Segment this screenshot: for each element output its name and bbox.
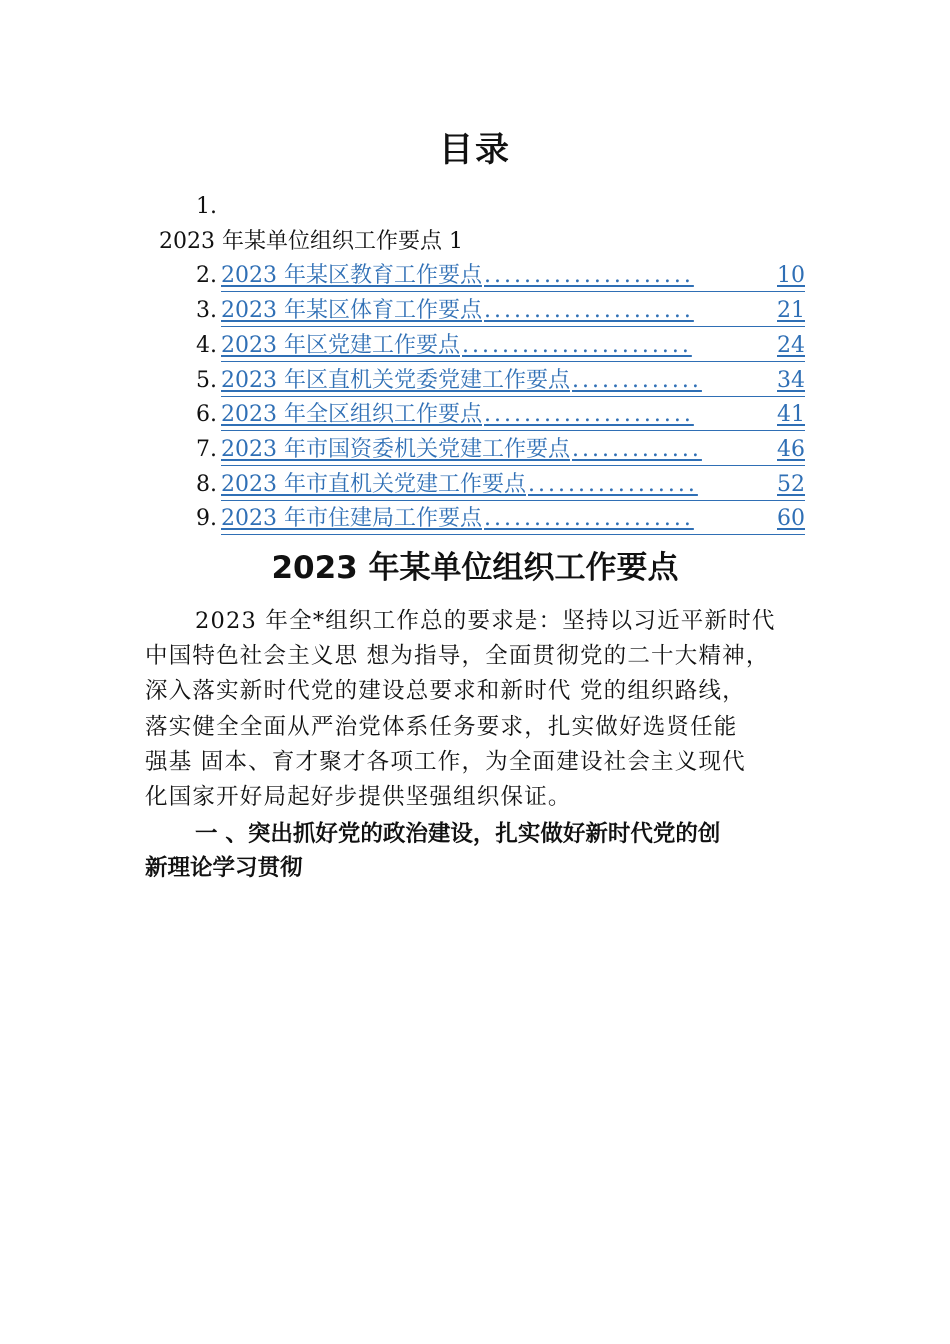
toc-item-number: 8. [196, 472, 217, 497]
heading-line: 一 、突出抓好党的政治建设，扎实做好新时代党的创 [195, 821, 721, 847]
toc-link-text: 2023 年某区教育工作要点 [221, 263, 482, 288]
toc-link-district-organs[interactable] [221, 366, 805, 397]
paragraph-line: 落实健全全面从严治党体系任务要求，扎实做好选贤任能 [145, 713, 738, 740]
paragraph-line: 深入落实新时代党的建设总要求和新时代 党的组织路线， [145, 678, 746, 705]
toc-leader-dots: ..................... [483, 298, 694, 323]
toc-page-number: 34 [777, 368, 805, 393]
intro-paragraph [145, 604, 809, 815]
heading-line: 新理论学习贯彻 [145, 855, 303, 881]
toc-leader-dots: ..................... [483, 506, 694, 531]
toc-item-number: 7. [196, 437, 217, 462]
paragraph-line: 强基 固本、育才聚才各项工作，为全面建设社会主义现代 [145, 748, 746, 775]
toc-link-organization[interactable] [221, 400, 805, 431]
toc-leader-dots: ............. [571, 368, 702, 393]
toc-leader-dots: ....................... [461, 333, 692, 358]
toc-page-number: 41 [777, 402, 805, 427]
toc-link-text: 2023 年区党建工作要点 [221, 333, 460, 358]
toc-link-sasac[interactable] [221, 435, 805, 466]
paragraph-line: 2023 年全*组织工作总的要求是：坚持以习近平新时代 [195, 608, 776, 634]
toc-link-city-organs[interactable] [221, 470, 805, 501]
toc-title: 目录 [439, 130, 511, 170]
toc-link-text: 2023 年某区体育工作要点 [221, 298, 482, 323]
toc-item-number: 9. [196, 506, 217, 531]
toc-link-housing-bureau[interactable] [221, 504, 805, 535]
toc-link-text: 2023 年市国资委机关党建工作要点 [221, 437, 570, 462]
toc-page-number: 52 [777, 472, 805, 497]
toc-link-text: 2023 年区直机关党委党建工作要点 [221, 368, 570, 393]
toc-link-education[interactable] [221, 261, 805, 292]
toc-item-number: 4. [196, 333, 217, 358]
toc-item-number: 3. [196, 298, 217, 323]
toc-item-1-number: 1. [196, 194, 217, 219]
toc-leader-dots: ................. [527, 472, 698, 497]
toc-leader-dots: ..................... [483, 402, 694, 427]
toc-page-number: 24 [777, 333, 805, 358]
toc-page-number: 46 [777, 437, 805, 462]
paragraph-line: 中国特色社会主义思 想为指导，全面贯彻党的二十大精神， [145, 643, 770, 670]
toc-item-number: 6. [196, 402, 217, 427]
document-title: 2023 年某单位组织工作要点 [271, 550, 679, 586]
toc-link-sports[interactable] [221, 296, 805, 327]
toc-page-number: 21 [777, 298, 805, 323]
toc-link-text: 2023 年全区组织工作要点 [221, 402, 482, 427]
toc-page-number: 10 [777, 263, 805, 288]
toc-item-number: 2. [196, 263, 217, 288]
paragraph-line: 化国家开好局起好步提供坚强组织保证。 [145, 784, 572, 811]
toc-item-1-text: 2023 年某单位组织工作要点 1 [159, 229, 463, 254]
toc-link-party-building[interactable] [221, 331, 805, 362]
section-heading [145, 817, 809, 885]
toc-leader-dots: ..................... [483, 263, 694, 288]
toc-page-number: 60 [777, 506, 805, 531]
toc-item-number: 5. [196, 368, 217, 393]
toc-link-text: 2023 年市直机关党建工作要点 [221, 472, 526, 497]
toc-leader-dots: ............. [571, 437, 702, 462]
toc-link-text: 2023 年市住建局工作要点 [221, 506, 482, 531]
